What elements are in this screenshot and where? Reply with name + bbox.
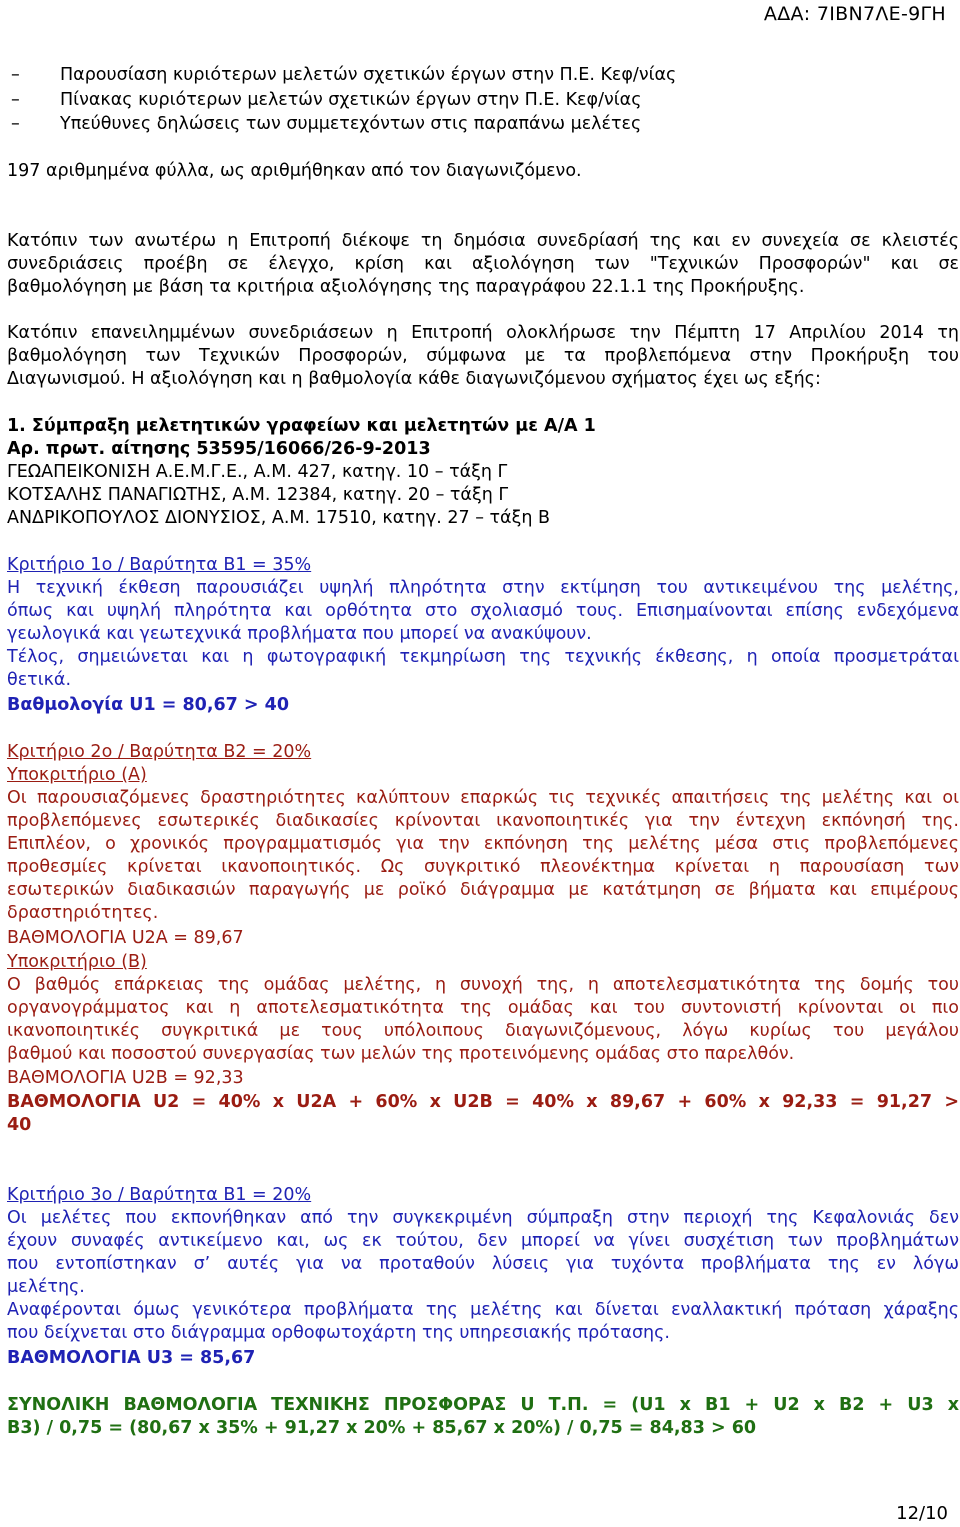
subcriterion-a-heading: Υποκριτήριο (Α): [7, 765, 147, 785]
criterion3-line: Οι μελέτες που εκπονήθηκαν από την συγκεκριμένη σύμπραξη στην περιοχή της Κεφαλονιάς δεν: [7, 1208, 959, 1228]
criterion1-line: θετικά.: [7, 670, 72, 690]
intro-line: βαθμολόγηση με βάση τα κριτήρια αξιολόγησης της παραγράφου 22.1.1 της Προκήρυξης.: [7, 277, 805, 297]
dash-mark: –: [11, 90, 20, 110]
criterion2-b-score: ΒΑΘΜΟΛΟΓΙΑ U2B = 92,33: [7, 1068, 244, 1088]
criterion3-heading: Κριτήριο 3ο / Βαρύτητα Β1 = 20%: [7, 1185, 312, 1205]
bidder-member: ΚΟΤΣΑΛΗΣ ΠΑΝΑΓΙΩΤΗΣ, Α.Μ. 12384, κατηγ. 20 – τάξη Γ: [7, 485, 509, 505]
criterion3-line: που δείχνεται στο διάγραμμα ορθοφωτοχάρτη της υπηρεσιακής πρότασης.: [7, 1323, 670, 1343]
sheets-paragraph: 197 αριθμημένα φύλλα, ως αριθμήθηκαν από τον διαγωνιζόμενο.: [7, 161, 582, 181]
page-number: 12/10: [896, 1503, 948, 1524]
ada-code: ΑΔΑ: 7ΙΒΝ7ΛΕ-9ΓΗ: [763, 3, 946, 25]
dash-mark: –: [11, 65, 20, 85]
criterion2-total: ΒΑΘΜΟΛΟΓΙΑ U2 = 40% x U2A + 60% x U2B = 40% x 89,67 + 60% x 92,33 = 91,27 >: [7, 1092, 959, 1112]
criterion2-b-line: ικανοποιητικές συγκριτικά με τους υπόλοιπους διαγωνιζόμενους, λόγω κυρίως του μεγάλου: [7, 1021, 959, 1041]
bidder-member: ΑΝΔΡΙΚΟΠΟΥΛΟΣ ΔΙΟΝΥΣΙΟΣ, Α.Μ. 17510, κατηγ. 27 – τάξη Β: [7, 508, 550, 528]
criterion2-b-line: Ο βαθμός επάρκειας της ομάδας μελέτης, η συνοχή της, η αποτελεσματικότητα της δομής του: [7, 975, 959, 995]
criterion2-a-score: ΒΑΘΜΟΛΟΓΙΑ U2A = 89,67: [7, 928, 244, 948]
criterion3-line: έχουν συναφές αντικείμενο και, ως εκ τούτου, δεν μπορεί να γίνει συσχέτιση των προβλημάτων: [7, 1231, 959, 1251]
criterion2-a-line: προθεσμίες κρίνεται ικανοποιητικός. Ως συγκριτικό πλεονέκτημα κρίνεται η παρουσίαση των: [7, 857, 959, 877]
list-item: [7, 64, 959, 87]
criterion2-a-line: Επιπλέον, ο χρονικός προγραμματισμός για την εκπόνηση της μελέτης μέσα στις προβλεπόμενες: [7, 834, 959, 854]
list-item-text: Πίνακας κυριότερων μελετών σχετικών έργων στην Π.Ε. Κεφ/νίας: [60, 90, 642, 110]
criterion2-a-line: εσωτερικών διαδικασιών παραγωγής με ροϊκό διάγραμμα με κατάτμηση σε βήματα και επιμέρους: [7, 880, 959, 900]
intro-line: Κατόπιν των ανωτέρω η Επιτροπή διέκοψε τη δημόσια συνεδρίασή της και εν συνεχεία σε κλειστές: [7, 231, 959, 251]
criterion1-heading: Κριτήριο 1ο / Βαρύτητα Β1 = 35%: [7, 555, 312, 575]
criterion1-score: Βαθμολογία U1 = 80,67 > 40: [7, 695, 290, 715]
criterion2-a-line: προβλεπόμενες εσωτερικές διαδικασίες κρίνονται ικανοποιητικές για την έντεχνη εκπόνησή της.: [7, 811, 959, 831]
criterion3-line: που εντοπίστηκαν σ’ αυτές για να προταθούν λύσεις για τυχόντα προβλήματα της εν λόγω: [7, 1254, 959, 1274]
criterion2-a-line: Οι παρουσιαζόμενες δραστηριότητες καλύπτουν επαρκώς τις τεχνικές απαιτήσεις της μελέτης και οι: [7, 788, 959, 808]
criterion1-line: γεωλογικά και γεωτεχνικά προβλήματα που μπορεί να ανακύψουν.: [7, 624, 592, 644]
criterion1-line: Τέλος, σημειώνεται και η φωτογραφική τεκμηρίωση της τεχνικής έκθεσης, η οποία προσμετράται: [7, 647, 959, 667]
criterion2-heading: Κριτήριο 2ο / Βαρύτητα Β2 = 20%: [7, 742, 312, 762]
list-item: [7, 113, 959, 136]
total-score-line: ΣΥΝΟΛΙΚΗ ΒΑΘΜΟΛΟΓΙΑ ΤΕΧΝΙΚΗΣ ΠΡΟΣΦΟΡΑΣ U Τ.Π. = (U1 x B1 + U2 x B2 + U3 x: [7, 1395, 959, 1415]
dash-mark: –: [11, 114, 20, 134]
list-item-text: Υπεύθυνες δηλώσεις των συμμετεχόντων στις παραπάνω μελέτες: [60, 114, 642, 134]
list-item: [7, 89, 959, 112]
sessions-line: βαθμολόγηση των Τεχνικών Προσφορών, σύμφωνα με τα προβλεπόμενα στην Προκήρυξη του: [7, 346, 959, 366]
subcriterion-b-heading: Υποκριτήριο (Β): [7, 952, 147, 972]
sessions-line: Διαγωνισμού. Η αξιολόγηση και η βαθμολογία κάθε διαγωνιζόμενου σχήματος έχει ως εξής:: [7, 369, 821, 389]
criterion2-a-line: δραστηριότητες.: [7, 903, 159, 923]
intro-line: συνεδριάσεις προέβη σε έλεγχο, κρίση και αξιολόγηση των "Τεχνικών Προσφορών" και σε: [7, 254, 959, 274]
criterion1-line: όπως και υψηλή πληρότητα και ορθότητα στο σχολιασμό τους. Επισημαίνονται επίσης ενδεχόμενα: [7, 601, 959, 621]
criterion2-total: 40: [7, 1115, 32, 1135]
bidder-member: ΓΕΩΑΠΕΙΚΟΝΙΣΗ Α.Ε.Μ.Γ.Ε., Α.Μ. 427, κατηγ. 10 – τάξη Γ: [7, 462, 508, 482]
criterion3-score: ΒΑΘΜΟΛΟΓΙΑ U3 = 85,67: [7, 1348, 256, 1368]
list-item-text: Παρουσίαση κυριότερων μελετών σχετικών έργων στην Π.Ε. Κεφ/νίας: [60, 65, 677, 85]
total-score-line: B3) / 0,75 = (80,67 x 35% + 91,27 x 20% + 85,67 x 20%) / 0,75 = 84,83 > 60: [7, 1418, 757, 1438]
criterion3-line: Αναφέρονται όμως γενικότερα προβλήματα της μελέτης και δίνεται εναλλακτική πρόταση χάραξης: [7, 1300, 959, 1320]
bidder-title: 1. Σύμπραξη μελετητικών γραφείων και μελετητών με Α/Α 1: [7, 416, 596, 436]
criterion3-line: μελέτης.: [7, 1277, 85, 1297]
criterion2-b-line: οργανογράμματος και η αποτελεσματικότητα της ομάδας και του συντονιστή κρίνονται οι πιο: [7, 998, 959, 1018]
bidder-protocol: Αρ. πρωτ. αίτησης 53595/16066/26-9-2013: [7, 439, 431, 459]
sessions-line: Κατόπιν επανειλημμένων συνεδριάσεων η Επιτροπή ολοκλήρωσε την Πέμπτη 17 Απριλίου 2014 τη: [7, 323, 959, 343]
criterion2-b-line: βαθμού και ποσοστού συνεργασίας των μελών της προτεινόμενης ομάδας στο παρελθόν.: [7, 1044, 795, 1064]
criterion1-line: Η τεχνική έκθεση παρουσιάζει υψηλή πληρότητα στην εκτίμηση του αντικειμένου της μελέτης,: [7, 578, 959, 598]
